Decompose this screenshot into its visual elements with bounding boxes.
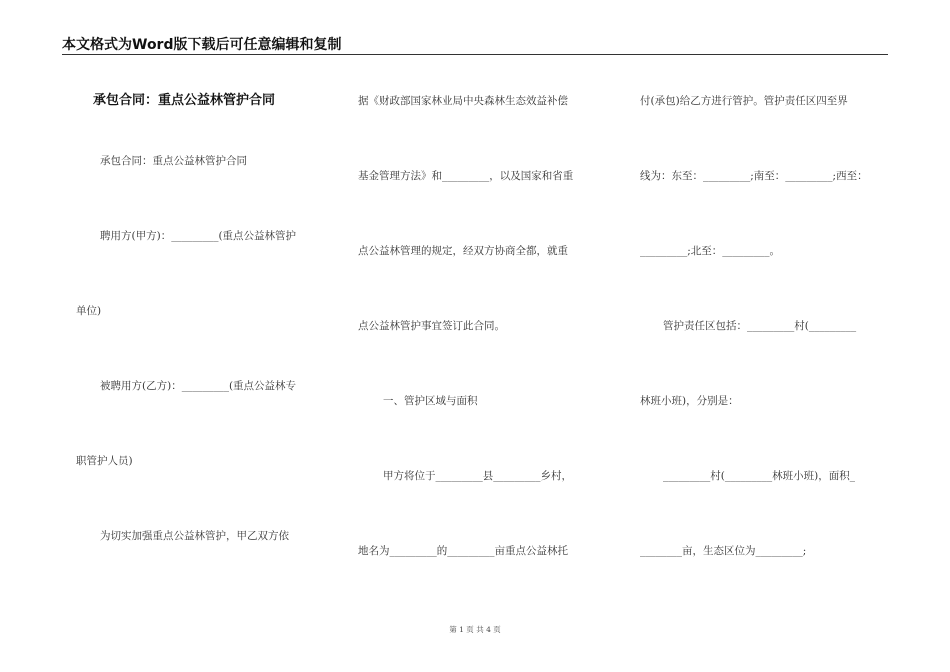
paragraph-line: 点公益林管理的规定，经双方协商全都，就重 [358, 245, 568, 257]
paragraph-line: 为切实加强重点公益林管护，甲乙双方依 [100, 530, 289, 542]
paragraph-line: 基金管理方法》和_________，以及国家和省重 [358, 170, 574, 182]
paragraph-line: 聘用方(甲方)：_________(重点公益林管护 [100, 230, 297, 242]
paragraph-line: _________村(_________林班小班)，面积_ [663, 470, 855, 482]
paragraph-line: 被聘用方(乙方)：_________(重点公益林专 [100, 380, 297, 392]
paragraph-line: 单位) [76, 305, 102, 317]
header-title: 本文格式为Word版下载后可任意编辑和复制 [62, 37, 342, 53]
paragraph-line: 地名为_________的_________亩重点公益林托 [358, 545, 568, 557]
paragraph-line: 甲方将位于_________县_________乡村， [383, 470, 572, 482]
paragraph-line: 点公益林管护事宜签订此合同。 [358, 320, 505, 332]
paragraph-line: _________;北至：_________。 [640, 245, 781, 257]
paragraph-line: 线为：东至：_________;南至：_________;西至： [640, 170, 868, 182]
page-footer: 第 1 页 共 4 页 [449, 625, 501, 634]
paragraph-line: 职管护人员) [76, 455, 133, 467]
paragraph-line: ________亩，生态区位为_________; [640, 545, 807, 557]
paragraph-line: 管护责任区包括：_________村(_________ [663, 320, 857, 332]
paragraph-line: 林班小班)，分别是： [640, 395, 739, 407]
paragraph-line: 承包合同：重点公益林管护合同 [100, 155, 247, 167]
page-header [62, 34, 888, 55]
section-heading: 一、管护区域与面积 [383, 395, 478, 407]
paragraph-line: 据《财政部国家林业局中央森林生态效益补偿 [358, 95, 568, 107]
paragraph-line: 付(承包)给乙方进行管护。管护责任区四至界 [640, 95, 848, 107]
document-title: 承包合同：重点公益林管护合同 [93, 93, 276, 108]
